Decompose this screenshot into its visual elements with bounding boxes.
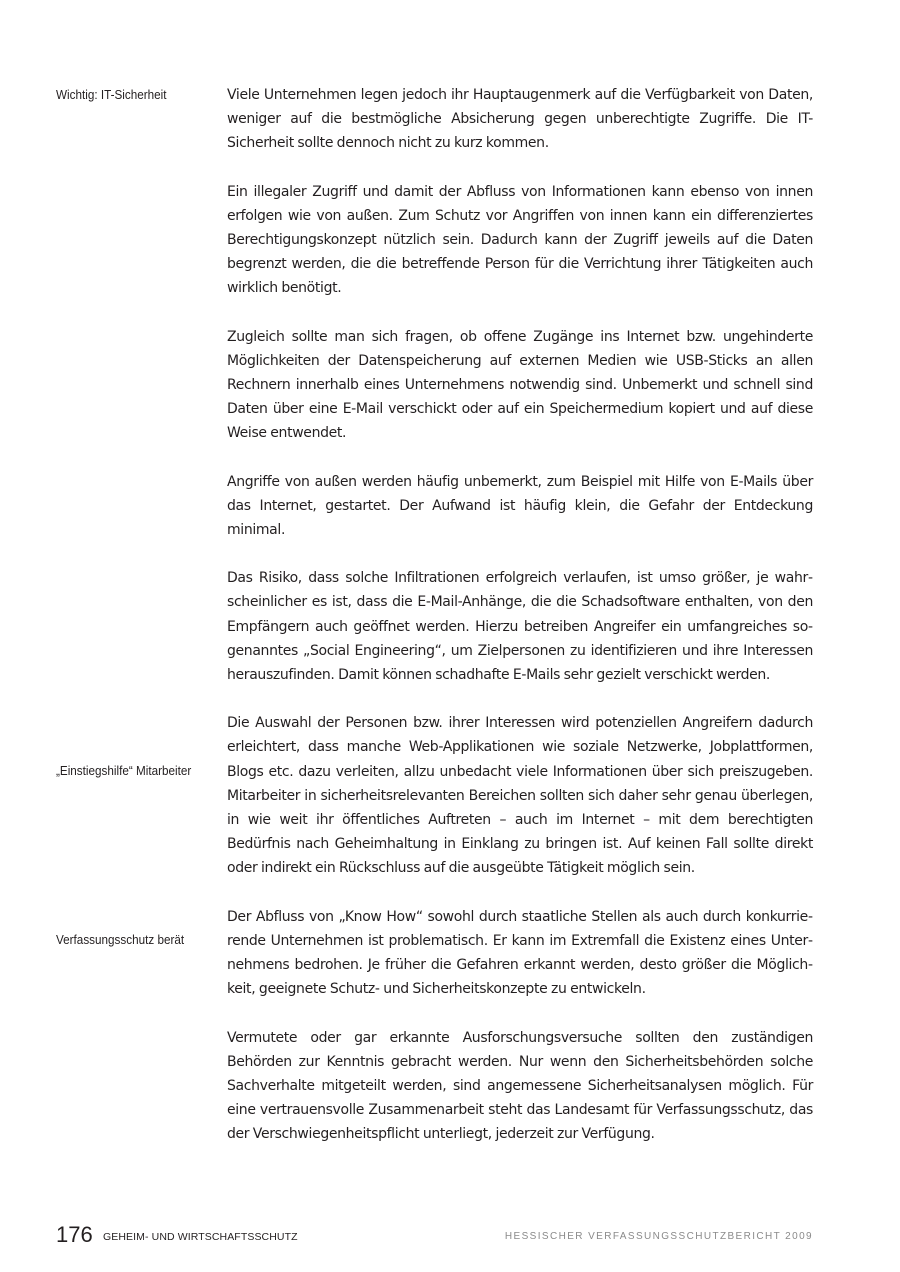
margin-note-entry-help: „Einstiegshilfe“ Mitarbeiter <box>56 763 192 778</box>
paragraph-external-attacks: Angriffe von außen werden häufig unbemerkt, zum Beispiel mit Hilfe von E-Mails über das Internet, gestartet. Der Aufwand ist häufig klein, die Gefahr der Entdeckung minimal. <box>227 473 813 539</box>
footer-section-title: GEHEIM- UND WIRTSCHAFTSSCHUTZ <box>103 1231 298 1243</box>
footer-report-title: HESSISCHER VERFASSUNGSSCHUTZBERICHT 2009 <box>504 1231 813 1242</box>
paragraph-web-applications: Die Auswahl der Personen bzw. ihrer Interessen wird potenziellen Angreifern dadurch erleichtert, dass manche Web-Applikationen wie soziale Netzwerke, Jobplattformen, Blogs etc. dazu verleiten, allzu unbedacht viele Informationen über sich preiszugeben. Mitarbeiter in sicherheitsrelevanten Bereichen sollten sich daher sehr genau überlegen, in wie weit ihr öffentliches Auftreten – auch im Internet – mit dem berechtigten Bedürfnis nach Geheimhaltung in Einklang zu bringen ist. Auf keinen Fall sollte direkt oder indirekt ein Rückschluss auf die ausgeübte Tätigkeit möglich sein. <box>227 715 813 877</box>
paragraph-social-engineering: Das Risiko, dass solche Infiltrationen erfolgreich verlaufen, ist umso größer, je wahrscheinlicher es ist, dass die E-Mail-Anhänge, die die Schadsoftware enthalten, von den Empfängern auch geöffnet werden. Hierzu betreiben Angreifer ein umfangreiches sogenanntes „Social Engineering“, um Zielpersonen zu identifizieren und ihre Interessen herauszufinden. Damit können schadhafte E-Mails sehr gezielt verschickt werden. <box>227 570 813 684</box>
paragraph-external-media: Zugleich sollte man sich fragen, ob offene Zugänge ins Internet bzw. ungehinderte Möglichkeiten der Datenspeicherung auf externen Medien wie USB-Sticks an allen Rechnern innerhalb eines Unternehmens notwendig sind. Unbemerkt und schnell sind Daten über eine E-Mail verschickt oder auf ein Speichermedium kopiert und auf diese Weise entwendet. <box>227 328 813 442</box>
paragraph-know-how: Der Abfluss von „Know How“ sowohl durch staatliche Stellen als auch durch konkurrierende Unternehmen ist problematisch. Er kann im Extremfall die Existenz eines Unternehmens bedrohen. Je früher die Gefahren erkannt werden, desto größer die Möglichkeit, geeignete Schutz- und Sicherheitskonzepte zu entwickeln. <box>227 908 813 998</box>
margin-note-it-security: Wichtig: IT-Sicherheit <box>56 87 167 102</box>
paragraph-authorities: Vermutete oder gar erkannte Ausforschungsversuche sollten den zuständigen Behörden zur Kenntnis gebracht werden. Nur wenn den Sicherheitsbehörden solche Sachverhalte mitgeteilt werden, sind angemessene Sicherheitsanalysen möglich. Für eine vertrauensvolle Zusammenarbeit steht das Landesamt für Verfassungsschutz, das der Verschwiegenheitspflicht unterliegt, jederzeit zur Verfügung. <box>227 1029 813 1143</box>
page-footer <box>56 1222 813 1248</box>
page-number: 176 <box>56 1222 93 1247</box>
paragraph-availability: Viele Unternehmen legen jedoch ihr Hauptaugenmerk auf die Verfügbarkeit von Daten, weniger auf die bestmögliche Absicherung gegen unberechtigte Zugriffe. Die IT- Sicherheit sollte dennoch nicht zu kurz kommen. <box>227 87 813 152</box>
margin-note-constitution-protection: Verfassungsschutz berät <box>56 932 185 947</box>
paragraph-internal-access: Ein illegaler Zugriff und damit der Abfluss von Informationen kann ebenso von innen erfolgen wie von außen. Zum Schutz vor Angriffen von innen kann ein differenziertes Berechtigungskonzept nützlich sein. Dadurch kann der Zugriff jeweils auf die Daten begrenzt werden, die die betreffende Person für die Verrichtung ihrer Tätigkeiten auch wirklich benötigt. <box>227 183 813 297</box>
body-text-column <box>227 83 813 1171</box>
